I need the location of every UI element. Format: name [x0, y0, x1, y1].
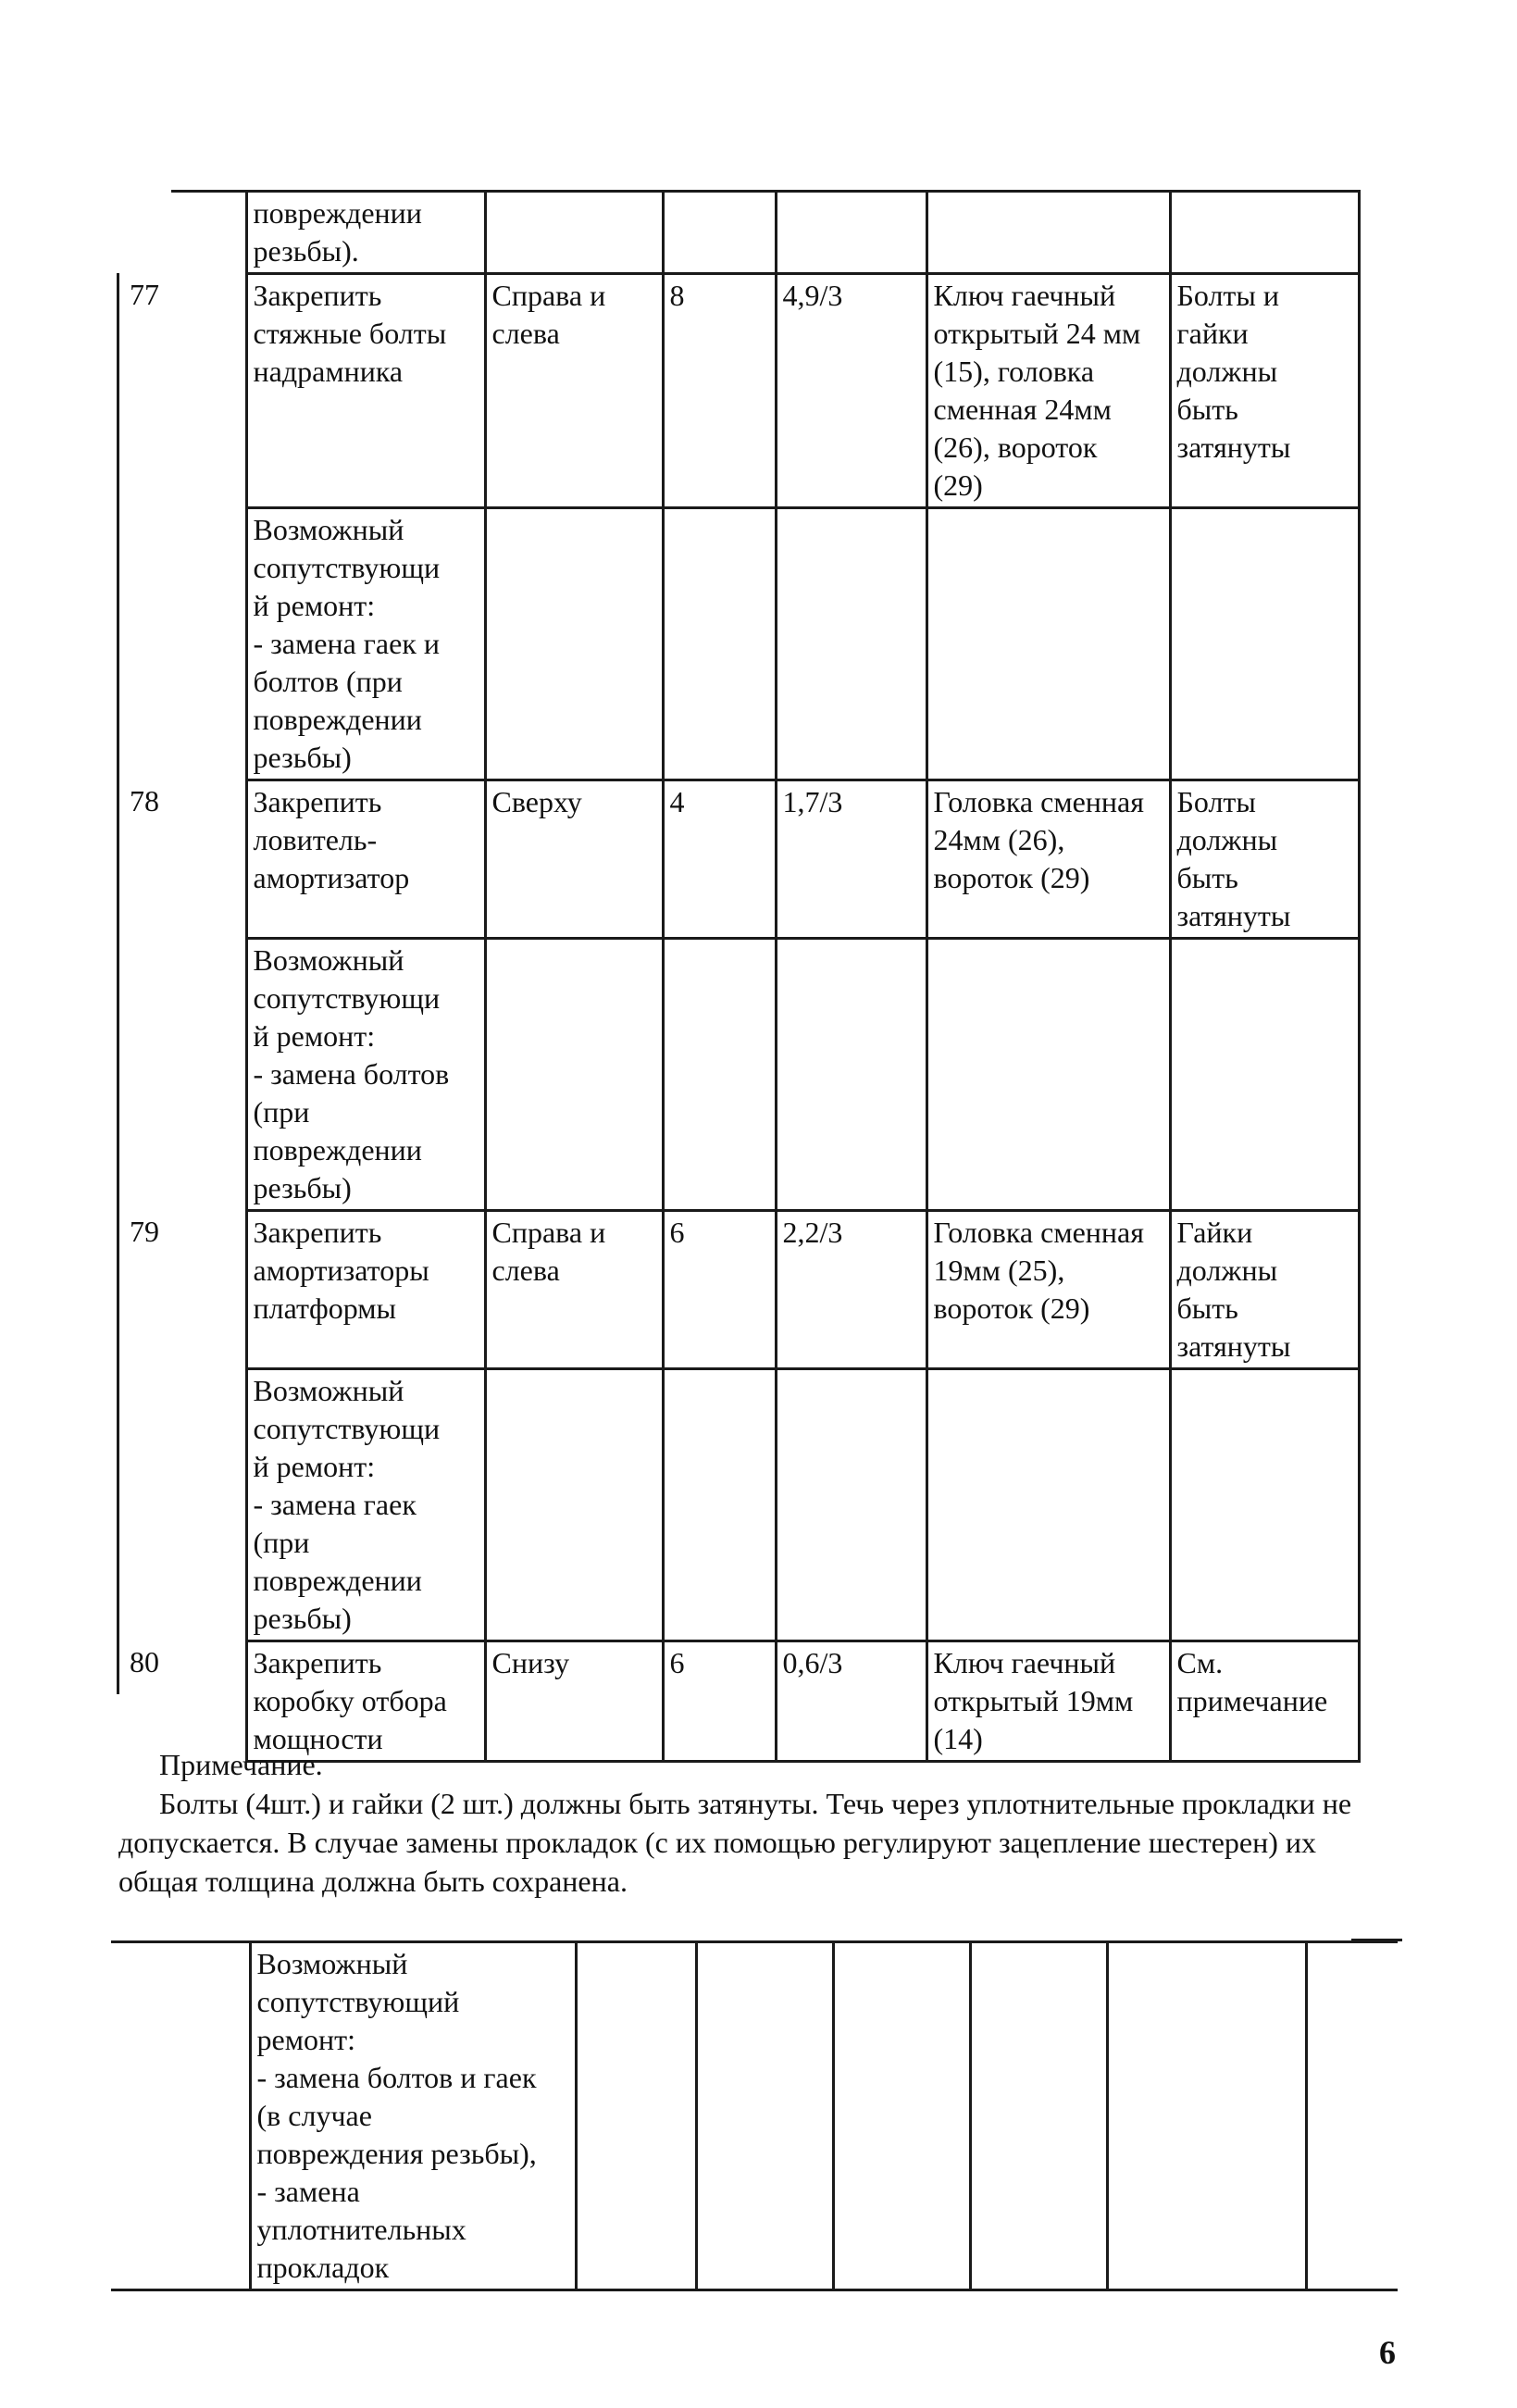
- cell-location: [485, 192, 663, 274]
- cell-empty: [576, 1942, 696, 2290]
- cell-tools: Ключ гаечный открытый 24 мм (15), головка сменная 24мм (26), вороток (29): [926, 274, 1170, 508]
- cell-count: [663, 939, 776, 1211]
- table-row: [124, 192, 1359, 274]
- cell-empty: [970, 1942, 1107, 2290]
- cell-count: 4: [663, 780, 776, 939]
- note-title: Примечание.: [159, 1748, 323, 1781]
- cell-count: 6: [663, 1641, 776, 1762]
- cell-number: [124, 192, 246, 274]
- cell-count: 6: [663, 1211, 776, 1369]
- cell-tools: [926, 1369, 1170, 1641]
- cell-count: 8: [663, 274, 776, 508]
- cell-location: Сверху: [485, 780, 663, 939]
- cell-tools: Ключ гаечный открытый 19мм (14): [926, 1641, 1170, 1762]
- cell-location: Снизу: [485, 1641, 663, 1762]
- cell-requirements: [1170, 508, 1359, 780]
- cell-location: [485, 939, 663, 1211]
- cell-empty: [1306, 1942, 1398, 2290]
- cell-empty: [696, 1942, 833, 2290]
- cell-location: Справа и слева: [485, 274, 663, 508]
- cell-time: 2,2/3: [776, 1211, 926, 1369]
- repair-table: [111, 1940, 1398, 2291]
- cell-time: 4,9/3: [776, 274, 926, 508]
- cell-location: [485, 508, 663, 780]
- cell-requirements: Болты и гайки должны быть затянуты: [1170, 274, 1359, 508]
- cell-operation: Закрепить амортизаторы платформы: [246, 1211, 485, 1369]
- cell-location: [485, 1369, 663, 1641]
- table-row: [124, 1211, 1359, 1369]
- cell-time: [776, 508, 926, 780]
- cell-number: [124, 1369, 246, 1641]
- table-row: [111, 1942, 1398, 2290]
- table-row: [124, 780, 1359, 939]
- table-row: [124, 508, 1359, 780]
- left-margin-rule: [117, 273, 119, 1694]
- cell-operation: Закрепить стяжные болты надрамника: [246, 274, 485, 508]
- cell-number: 78: [124, 780, 246, 939]
- cell-operation: Закрепить ловитель- амортизатор: [246, 780, 485, 939]
- cell-empty: [1107, 1942, 1306, 2290]
- page-number: 6: [1379, 2334, 1396, 2371]
- cell-requirements: [1170, 192, 1359, 274]
- cell-number: 79: [124, 1211, 246, 1369]
- cell-location: Справа и слева: [485, 1211, 663, 1369]
- cell-operation: Возможный сопутствующи й ремонт: - замена гаек и болтов (при повреждении резьбы): [246, 508, 485, 780]
- cell-operation: повреждении резьбы).: [246, 192, 485, 274]
- cell-count: [663, 192, 776, 274]
- cell-number: [124, 508, 246, 780]
- table-row: [124, 1369, 1359, 1641]
- inspection-table: [124, 190, 1361, 1763]
- cell-tools: [926, 508, 1170, 780]
- cell-requirements: [1170, 1369, 1359, 1641]
- cell-requirements: См. примечание: [1170, 1641, 1359, 1762]
- cell-operation: Возможный сопутствующий ремонт: - замена болтов и гаек (в случае повреждения резьбы), - замена уплотнительных прокладок: [250, 1942, 576, 2290]
- cell-number: [111, 1942, 250, 2290]
- table-row: [124, 1641, 1359, 1762]
- cell-operation: Возможный сопутствующи й ремонт: - замена гаек (при повреждении резьбы): [246, 1369, 485, 1641]
- cell-requirements: Гайки должны быть затянуты: [1170, 1211, 1359, 1369]
- table-row: [124, 939, 1359, 1211]
- cell-operation: Возможный сопутствующи й ремонт: - замена болтов (при повреждении резьбы): [246, 939, 485, 1211]
- cell-count: [663, 1369, 776, 1641]
- cell-empty: [833, 1942, 970, 2290]
- cell-count: [663, 508, 776, 780]
- cell-tools: Головка сменная 24мм (26), вороток (29): [926, 780, 1170, 939]
- cell-tools: [926, 192, 1170, 274]
- cell-time: [776, 1369, 926, 1641]
- table-row: [124, 274, 1359, 508]
- note-body: Болты (4шт.) и гайки (2 шт.) должны быть затянуты. Течь через уплотнительные прокладки не допускается. В случае замены прокладок (с их помощью регулируют зацепление шестерен) их общая толщина должна быть сохранена.: [118, 1787, 1352, 1898]
- cell-time: 0,6/3: [776, 1641, 926, 1762]
- cell-time: 1,7/3: [776, 780, 926, 939]
- note-block: [118, 1745, 1359, 1901]
- cell-requirements: Болты должны быть затянуты: [1170, 780, 1359, 939]
- cell-operation: Закрепить коробку отбора мощности: [246, 1641, 485, 1762]
- cell-tools: [926, 939, 1170, 1211]
- cell-number: 80: [124, 1641, 246, 1762]
- cell-time: [776, 939, 926, 1211]
- cell-tools: Головка сменная 19мм (25), вороток (29): [926, 1211, 1170, 1369]
- cell-number: 77: [124, 274, 246, 508]
- cell-number: [124, 939, 246, 1211]
- cell-time: [776, 192, 926, 274]
- cell-requirements: [1170, 939, 1359, 1211]
